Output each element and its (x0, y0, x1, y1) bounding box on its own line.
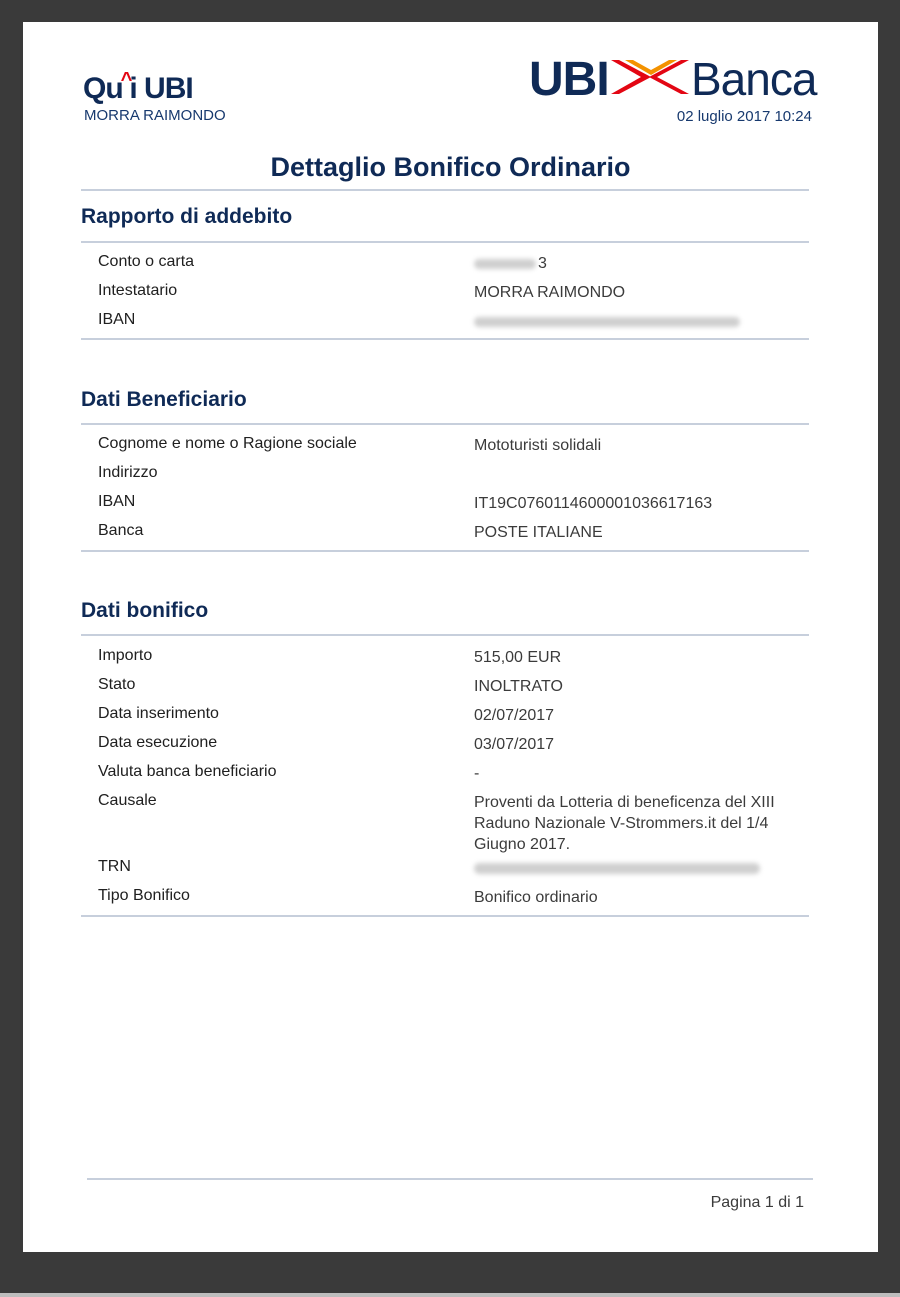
section-title-beneficiario: Dati Beneficiario (81, 388, 247, 411)
redacted-blur (474, 259, 536, 269)
row-value (474, 311, 814, 332)
section-divider (81, 338, 809, 340)
row-value: MORRA RAIMONDO (474, 284, 626, 301)
ubi-logo-text: UBI (529, 53, 609, 106)
row-value: 03/07/2017 (474, 736, 555, 753)
qui-ubi-logo: Qu^i UBI (83, 69, 193, 105)
section-title-rapporto: Rapporto di addebito (81, 205, 293, 228)
document-title: Dettaglio Bonifico Ordinario (270, 152, 631, 182)
row-label: IBAN (98, 311, 136, 328)
redacted-blur (474, 317, 740, 327)
row-label: Valuta banca beneficiario (98, 763, 277, 780)
row-value: - (474, 765, 480, 782)
document-datetime: 02 luglio 2017 10:24 (676, 108, 812, 125)
row-label: Tipo Bonifico (98, 887, 190, 904)
row-label: Intestatario (98, 282, 178, 299)
footer-divider (87, 1178, 813, 1180)
row-label: Data esecuzione (98, 734, 218, 751)
row-value: Bonifico ordinario (474, 889, 598, 906)
row-value: Mototuristi solidali (474, 437, 602, 454)
redacted-blur (474, 863, 760, 874)
section-divider (81, 915, 809, 917)
account-suffix: 3 (538, 255, 547, 272)
row-label: Indirizzo (98, 464, 158, 481)
row-label: Conto o carta (98, 253, 195, 270)
section-divider (81, 423, 809, 425)
row-label: IBAN (98, 493, 136, 510)
row-value: 02/07/2017 (474, 707, 555, 724)
section-divider (81, 634, 809, 636)
row-value (474, 858, 814, 879)
row-value: INOLTRATO (474, 678, 563, 695)
section-divider (81, 241, 809, 243)
ubi-banca-logo (529, 52, 819, 106)
row-label: Causale (98, 792, 157, 809)
client-name: MORRA RAIMONDO (84, 107, 226, 124)
row-label: Banca (98, 522, 144, 539)
row-label: Stato (98, 676, 136, 693)
row-value: POSTE ITALIANE (474, 524, 603, 541)
row-label: TRN (98, 858, 131, 875)
row-value: IT19C0760114600001036617163 (474, 495, 713, 512)
row-label: Cognome e nome o Ragione sociale (98, 435, 357, 452)
section-title-bonifico: Dati bonifico (81, 599, 209, 622)
row-value: Proventi da Lotteria di beneficenza del XIII Raduno Nazionale V-Strommers.it del 1/4 Giugno 2017. (474, 794, 775, 853)
section-divider (81, 550, 809, 552)
row-value: 515,00 EUR (474, 649, 562, 666)
ubi-chevrons-icon (611, 56, 689, 98)
row-label: Data inserimento (98, 705, 219, 722)
row-value (474, 253, 814, 274)
page-number: Pagina 1 di 1 (710, 1194, 804, 1211)
viewer-bottom-strip (0, 1293, 900, 1297)
row-label: Importo (98, 647, 153, 664)
banca-logo-text: Banca (691, 53, 817, 105)
document-page (23, 22, 878, 1252)
title-divider (81, 189, 809, 191)
